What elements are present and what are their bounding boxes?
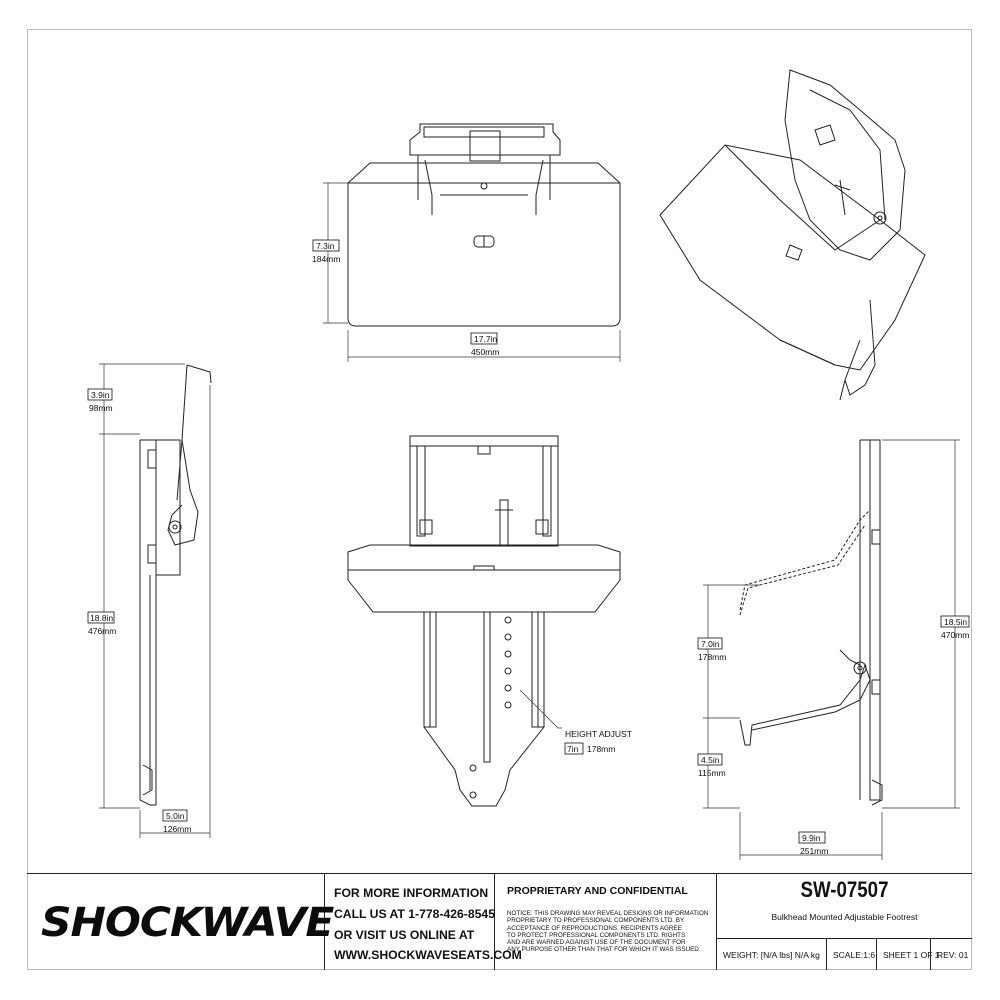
svg-text:3.9in: 3.9in xyxy=(91,390,110,400)
contact-line: OR VISIT US ONLINE AT xyxy=(334,928,475,942)
svg-text:18.8in: 18.8in xyxy=(90,613,114,623)
svg-text:17.7in: 17.7in xyxy=(474,334,498,344)
title-block xyxy=(27,873,972,970)
proprietary-cell xyxy=(495,874,717,970)
svg-text:7in: 7in xyxy=(567,744,579,754)
part-description: Bulkhead Mounted Adjustable Footrest xyxy=(771,912,918,922)
isometric-view xyxy=(660,70,925,400)
dim-right-travel xyxy=(698,638,726,662)
weight-field: WEIGHT: [N/A lbs] N/A kg xyxy=(717,939,827,970)
svg-text:126mm: 126mm xyxy=(163,824,192,834)
dim-height-adjust xyxy=(565,729,632,754)
contact-info xyxy=(325,874,522,970)
dim-side-total xyxy=(88,612,116,636)
contact-line: FOR MORE INFORMATION xyxy=(334,886,489,900)
dimension-labels xyxy=(88,240,969,856)
dim-top-width xyxy=(471,333,499,357)
svg-text:251mm: 251mm xyxy=(800,846,829,856)
side-view-left xyxy=(140,365,211,805)
svg-text:184mm: 184mm xyxy=(312,254,341,264)
sheet-field: SHEET 1 OF 1 xyxy=(877,939,931,970)
proprietary-title: PROPRIETARY AND CONFIDENTIAL xyxy=(507,885,688,897)
info-row xyxy=(717,938,972,970)
dim-side-depth xyxy=(163,810,191,834)
part-number: SW-07507 xyxy=(800,877,889,902)
svg-text:5.0in: 5.0in xyxy=(166,811,185,821)
logo-cell xyxy=(27,874,334,970)
dim-side-upper xyxy=(88,389,113,413)
svg-text:178mm: 178mm xyxy=(587,744,616,754)
svg-text:7.3in: 7.3in xyxy=(316,241,335,251)
svg-text:98mm: 98mm xyxy=(89,403,113,413)
dim-top-height xyxy=(312,240,340,264)
svg-text:HEIGHT ADJUST: HEIGHT ADJUST xyxy=(565,729,632,739)
svg-text:178mm: 178mm xyxy=(698,652,727,662)
svg-text:4.5in: 4.5in xyxy=(701,755,720,765)
dim-right-low xyxy=(698,754,726,778)
contact-website: WWW.SHOCKWAVESEATS.COM xyxy=(334,948,522,962)
svg-text:470mm: 470mm xyxy=(941,630,970,640)
side-view-right xyxy=(740,440,882,805)
svg-text:476mm: 476mm xyxy=(88,626,117,636)
svg-text:7.0in: 7.0in xyxy=(701,639,720,649)
svg-text:115mm: 115mm xyxy=(698,768,726,778)
svg-text:9.9in: 9.9in xyxy=(802,833,821,843)
revision-field: REV: 01 xyxy=(937,950,969,960)
svg-text:18.5in: 18.5in xyxy=(944,617,968,627)
contact-phone: CALL US AT 1-778-426-8545 xyxy=(334,907,495,921)
adjust-holes xyxy=(505,617,511,708)
shockwave-logo: SHOCKWAVE xyxy=(41,900,334,946)
svg-text:450mm: 450mm xyxy=(471,347,500,357)
part-info-cell xyxy=(717,874,972,970)
scale-field: SCALE:1:6 xyxy=(827,939,877,970)
dim-right-depth xyxy=(799,832,828,856)
dimension-lines xyxy=(99,183,960,860)
top-view xyxy=(348,124,620,326)
proprietary-notice: NOTICE: THIS DRAWING MAY REVEAL DESIGNS OR INFORMATION PROPRIETARY TO PROFESSIONAL COMPONENTS LTD. BY ACCEPTANCE OF REPRODUCTIONS, RECIPIENTS AGREE TO PROTECT PROFESSIONAL COMPONENTS LTD. RIGHTS AND ARE WARNED AGAINST USE OF THE DOCUMENT FOR ANY PURPOSE OTHER THAN THAT FOR WHICH IT WAS ISSUED. xyxy=(507,910,709,954)
